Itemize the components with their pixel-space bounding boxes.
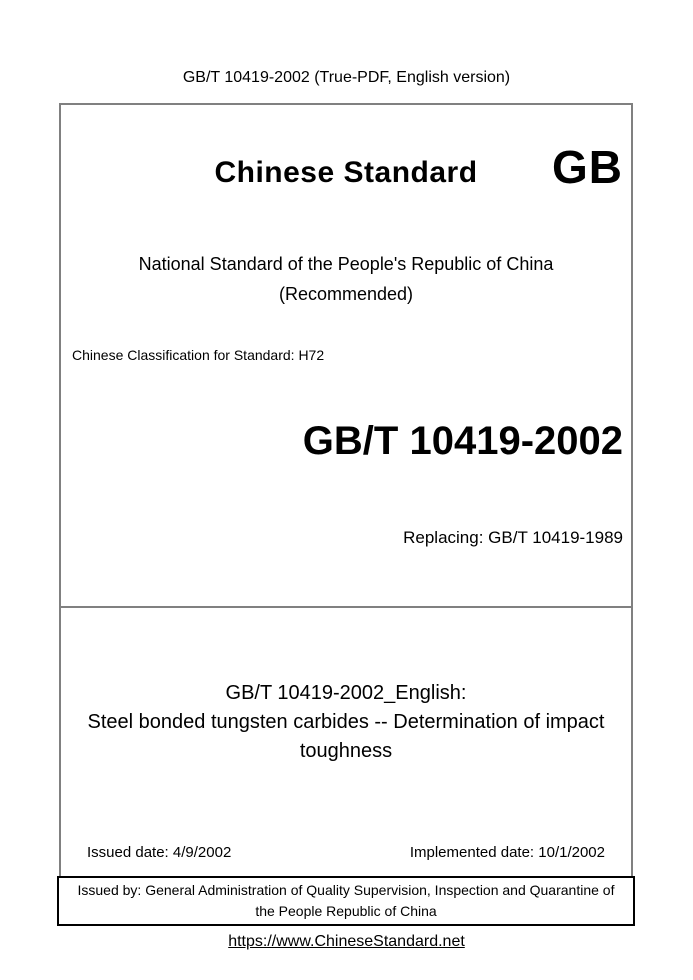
replacing-line: Replacing: GB/T 10419-1989 bbox=[403, 528, 623, 547]
issuer-text: Issued by: General Administration of Quality Supervision, Inspection and Quarantine of the People Republic of China bbox=[77, 882, 615, 919]
standard-cover-box bbox=[59, 103, 633, 876]
issued-date-value: 4/9/2002 bbox=[172, 844, 232, 861]
english-title: GB/T 10419-2002_English: bbox=[225, 682, 467, 704]
english-section bbox=[61, 608, 631, 876]
cover-top-section bbox=[61, 143, 631, 608]
page-header: GB/T 10419-2002 (True-PDF, English version) bbox=[182, 69, 511, 86]
recommended-line: (Recommended) bbox=[278, 284, 414, 304]
issuer-box bbox=[57, 876, 635, 926]
brand-title: Chinese Standard bbox=[214, 156, 478, 189]
national-standard-block bbox=[61, 249, 631, 309]
issued-date-label: Issued date: bbox=[87, 844, 169, 861]
english-description: Steel bonded tungsten carbides -- Determination of impact toughness bbox=[87, 711, 605, 762]
issued-date bbox=[87, 843, 231, 863]
dates-row bbox=[61, 843, 631, 863]
title-row bbox=[61, 143, 631, 203]
national-standard-line: National Standard of the People's Republic of China bbox=[138, 254, 554, 274]
implemented-date-value: 10/1/2002 bbox=[538, 844, 605, 861]
gb-logo: GB bbox=[552, 141, 623, 193]
footer bbox=[0, 932, 693, 952]
standard-number: GB/T 10419-2002 bbox=[302, 419, 623, 463]
implemented-date-label: Implemented date: bbox=[409, 844, 535, 861]
footer-link[interactable]: https://www.ChineseStandard.net bbox=[228, 933, 465, 950]
classification-line: Chinese Classification for Standard: H72 bbox=[72, 347, 325, 363]
implemented-date bbox=[410, 843, 605, 863]
